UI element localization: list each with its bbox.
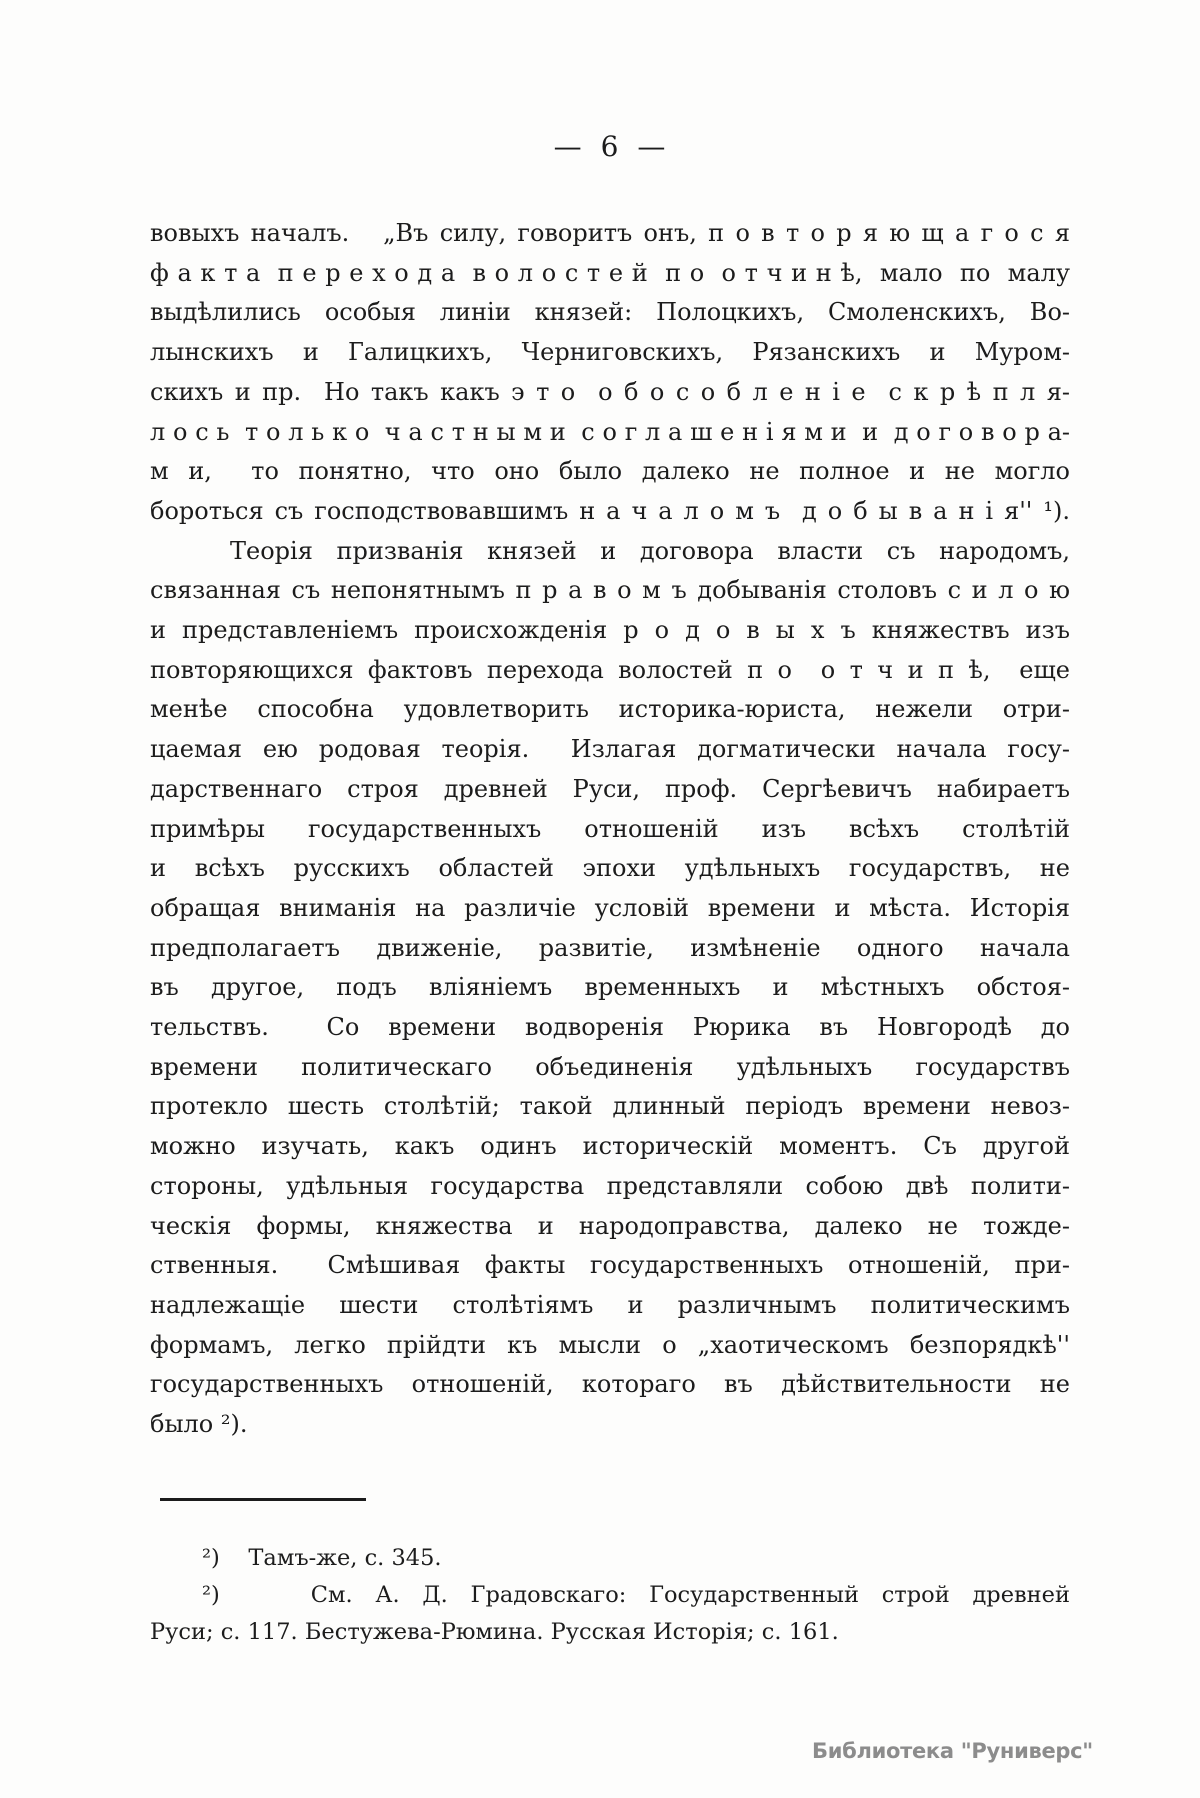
body-text-line: скихъ и пр. Но такъ какъ э т о о б о с о б л е н і е с к р ѣ п л я-	[150, 377, 1070, 406]
body-text-line: дарственнаго строя древней Руси, проф. Сергѣевичъ набираетъ	[150, 774, 1070, 803]
body-text-line: м и, то понятно, что оно было далеко не полное и не могло	[150, 457, 1070, 486]
body-text-line: связанная съ непонятнымъ п р а в о м ъ добыванія столовъ с и л о ю	[150, 576, 1070, 605]
body-text-line: формамъ, легко прійдти къ мысли о „хаотическомъ безпорядкѣ''	[150, 1330, 1070, 1359]
body-text-line: ственныя. Смѣшивая факты государственныхъ отношеній, при-	[150, 1251, 1070, 1280]
body-text-line: въ другое, подъ вліяніемъ временныхъ и мѣстныхъ обстоя-	[150, 973, 1070, 1002]
body-text-line: можно изучать, какъ одинъ историческій моментъ. Съ другой	[150, 1132, 1070, 1161]
body-text-block	[150, 214, 1070, 1445]
header-rule-left: —	[553, 130, 583, 163]
body-text-line: государственныхъ отношеній, котораго въ дѣйствительности не	[150, 1370, 1070, 1399]
footnote-line: Руси; с. 117. Бестужева-Рюмина. Русская Исторія; с. 161.	[150, 1619, 839, 1645]
body-text-line: стороны, удѣльныя государства представляли собою двѣ полити-	[150, 1171, 1070, 1200]
body-text-line: ф а к т а п е р е х о д а в о л о с т е й п о о т ч и н ѣ, мало по малу	[150, 258, 1070, 287]
body-text-line: примѣры государственныхъ отношеній изъ всѣхъ столѣтій	[150, 814, 1070, 843]
body-text-line: бороться съ господствовавшимъ н а ч а л о м ъ д о б ы в а н і я'' ¹).	[150, 496, 1070, 525]
body-text-line: вовыхъ началъ. „Въ силу, говоритъ онъ, п о в т о р я ю щ а г о с я	[150, 219, 1070, 247]
body-text-line: и представленіемъ происхожденія р о д о в ы х ъ княжествъ изъ	[150, 616, 1070, 645]
footnote-line: ²) См. А. Д. Градовскаго: Государственный строй древней	[202, 1582, 1070, 1608]
body-text-line: лынскихъ и Галицкихъ, Черниговскихъ, Рязанскихъ и Муром-	[150, 338, 1070, 367]
body-text-line: л о с ь т о л ь к о ч а с т н ы м и с о г л а ш е н і я м и и д о г о в о р а-	[150, 417, 1070, 446]
body-text-line: предполагаетъ движеніе, развитіе, измѣненіе одного начала	[150, 933, 1070, 962]
body-text-line: выдѣлились особыя линіи князей: Полоцкихъ, Смоленскихъ, Во-	[150, 298, 1070, 327]
body-text-line: цаемая ею родовая теорія. Излагая догматически начала госу-	[150, 735, 1070, 764]
body-text-line: надлежащіе шести столѣтіямъ и различнымъ политическимъ	[150, 1290, 1070, 1319]
footnote-divider-rule	[160, 1498, 366, 1501]
library-watermark: Библиотека "Руниверс"	[812, 1739, 1093, 1763]
body-text-line: и всѣхъ русскихъ областей эпохи удѣльныхъ государствъ, не	[150, 854, 1070, 883]
body-text-line: времени политическаго объединенія удѣльныхъ государствъ	[150, 1052, 1070, 1081]
body-text-line: протекло шесть столѣтій; такой длинный періодъ времени невоз-	[150, 1092, 1070, 1121]
body-text-line: менѣе способна удовлетворить историка-юриста, нежели отри-	[150, 695, 1070, 724]
body-text-line: Теорія призванія князей и договора власти съ народомъ,	[230, 536, 1070, 565]
footnotes-block	[150, 1540, 1070, 1651]
body-text-line: обращая вниманія на различіе условій времени и мѣста. Исторія	[150, 893, 1070, 922]
header-rule-right: —	[637, 130, 667, 163]
footnote-line: ²) Тамъ-же, с. 345.	[202, 1545, 442, 1571]
page-number: 6	[600, 130, 620, 163]
page-header	[150, 130, 1070, 163]
body-text-line: тельствъ. Со времени водворенія Рюрика въ Новгородѣ до	[150, 1013, 1070, 1042]
body-text-line: ческія формы, княжества и народоправства, далеко не тожде-	[150, 1211, 1070, 1240]
body-text-line: повторяющихся фактовъ перехода волостей п о о т ч и п ѣ, еще	[150, 655, 1070, 684]
body-text-line: было ²).	[150, 1410, 248, 1439]
